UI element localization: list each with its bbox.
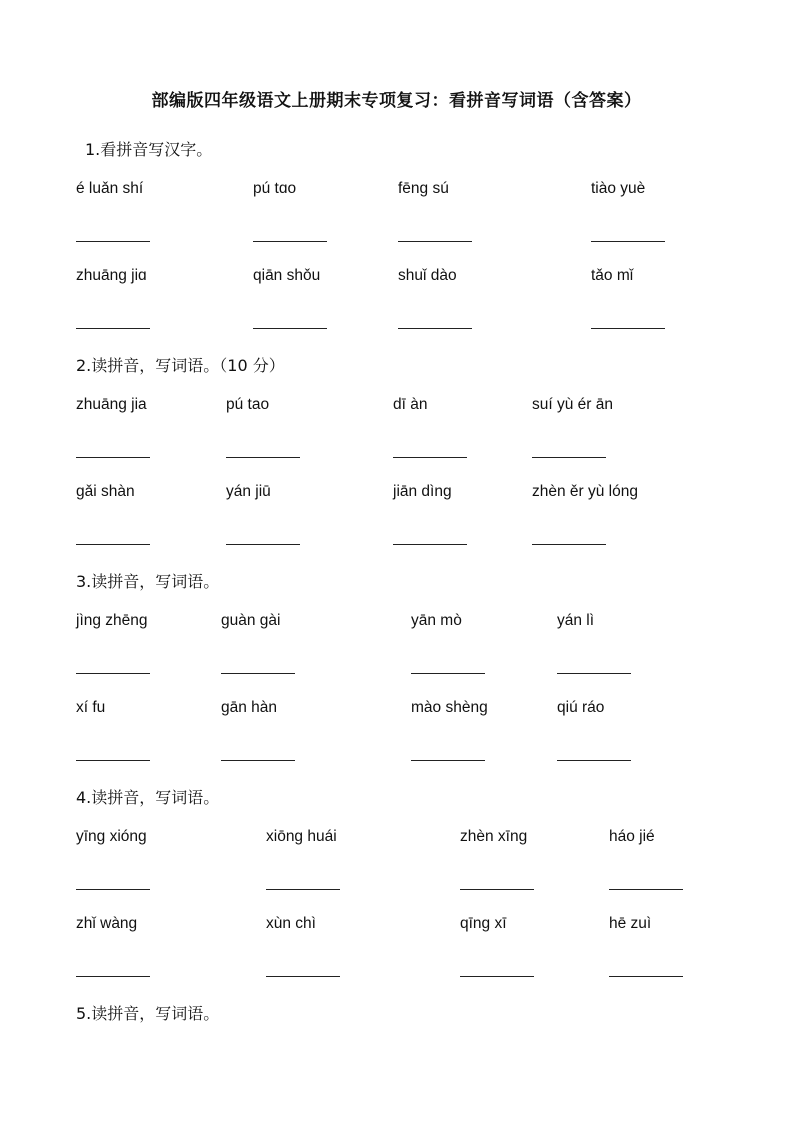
answer-blank[interactable] <box>532 457 606 458</box>
pinyin-word: shuǐ dào <box>398 267 457 284</box>
pinyin-word: yán lì <box>557 612 595 629</box>
answer-blank[interactable] <box>226 457 300 458</box>
section-5-heading: 5.读拼音，写词语。 <box>76 1004 220 1023</box>
pinyin-word: zhèn ěr yù lóng <box>532 483 638 500</box>
answer-blank[interactable] <box>221 673 295 674</box>
section-1-heading: 1.看拼音写汉字。 <box>85 140 213 159</box>
answer-blank[interactable] <box>532 544 606 545</box>
pinyin-word: dī àn <box>393 396 428 413</box>
pinyin-word: fēng sú <box>398 180 449 197</box>
pinyin-word: é luǎn shí <box>76 180 144 197</box>
pinyin-word: guàn gài <box>221 612 281 629</box>
answer-blank[interactable] <box>253 241 327 242</box>
pinyin-word: mào shèng <box>411 699 488 716</box>
pinyin-word: jìng zhēng <box>76 612 148 629</box>
answer-blank[interactable] <box>393 457 467 458</box>
answer-blank[interactable] <box>253 328 327 329</box>
answer-blank[interactable] <box>411 673 485 674</box>
pinyin-word: qiān shǒu <box>253 267 321 284</box>
pinyin-word: gān hàn <box>221 699 278 716</box>
answer-blank[interactable] <box>266 889 340 890</box>
pinyin-word: qiú ráo <box>557 699 605 716</box>
answer-blank[interactable] <box>221 760 295 761</box>
answer-blank[interactable] <box>398 241 472 242</box>
pinyin-word: gǎi shàn <box>76 483 135 500</box>
answer-blank[interactable] <box>226 544 300 545</box>
pinyin-word: zhuāng jiɑ <box>76 267 147 284</box>
pinyin-word: háo jié <box>609 828 655 845</box>
pinyin-word: tiào yuè <box>591 180 646 197</box>
answer-blank[interactable] <box>393 544 467 545</box>
section-3-heading: 3.读拼音，写词语。 <box>76 572 220 591</box>
page-title: 部编版四年级语文上册期末专项复习：看拼音写词语（含答案） <box>151 91 642 111</box>
pinyin-word: hē zuì <box>609 915 652 932</box>
pinyin-word: xiōng huái <box>266 828 337 845</box>
answer-blank[interactable] <box>76 889 150 890</box>
section-4-heading: 4.读拼音，写词语。 <box>76 788 220 807</box>
pinyin-word: pú tɑo <box>253 180 297 197</box>
answer-blank[interactable] <box>609 889 683 890</box>
pinyin-word: tǎo mǐ <box>591 267 634 284</box>
answer-blank[interactable] <box>557 673 631 674</box>
answer-blank[interactable] <box>460 976 534 977</box>
section-2-heading: 2.读拼音，写词语。（10 分） <box>76 356 285 375</box>
answer-blank[interactable] <box>398 328 472 329</box>
pinyin-word: yīng xióng <box>76 828 147 845</box>
answer-blank[interactable] <box>76 976 150 977</box>
answer-blank[interactable] <box>266 976 340 977</box>
answer-blank[interactable] <box>76 760 150 761</box>
pinyin-word: zhǐ wàng <box>76 915 138 932</box>
answer-blank[interactable] <box>460 889 534 890</box>
pinyin-word: zhèn xīng <box>460 828 528 845</box>
pinyin-word: yán jiū <box>226 483 271 500</box>
pinyin-word: jiān dìng <box>393 483 452 500</box>
pinyin-word: pú tao <box>226 396 270 413</box>
answer-blank[interactable] <box>557 760 631 761</box>
answer-blank[interactable] <box>591 328 665 329</box>
pinyin-word: qīng xī <box>460 915 507 932</box>
pinyin-word: zhuāng jia <box>76 396 147 413</box>
answer-blank[interactable] <box>591 241 665 242</box>
answer-blank[interactable] <box>76 328 150 329</box>
answer-blank[interactable] <box>76 241 150 242</box>
answer-blank[interactable] <box>76 544 150 545</box>
pinyin-word: suí yù ér ān <box>532 396 613 413</box>
answer-blank[interactable] <box>76 457 150 458</box>
pinyin-word: xùn chì <box>266 915 316 932</box>
answer-blank[interactable] <box>76 673 150 674</box>
answer-blank[interactable] <box>609 976 683 977</box>
pinyin-word: yān mò <box>411 612 462 629</box>
pinyin-word: xí fu <box>76 699 106 716</box>
answer-blank[interactable] <box>411 760 485 761</box>
